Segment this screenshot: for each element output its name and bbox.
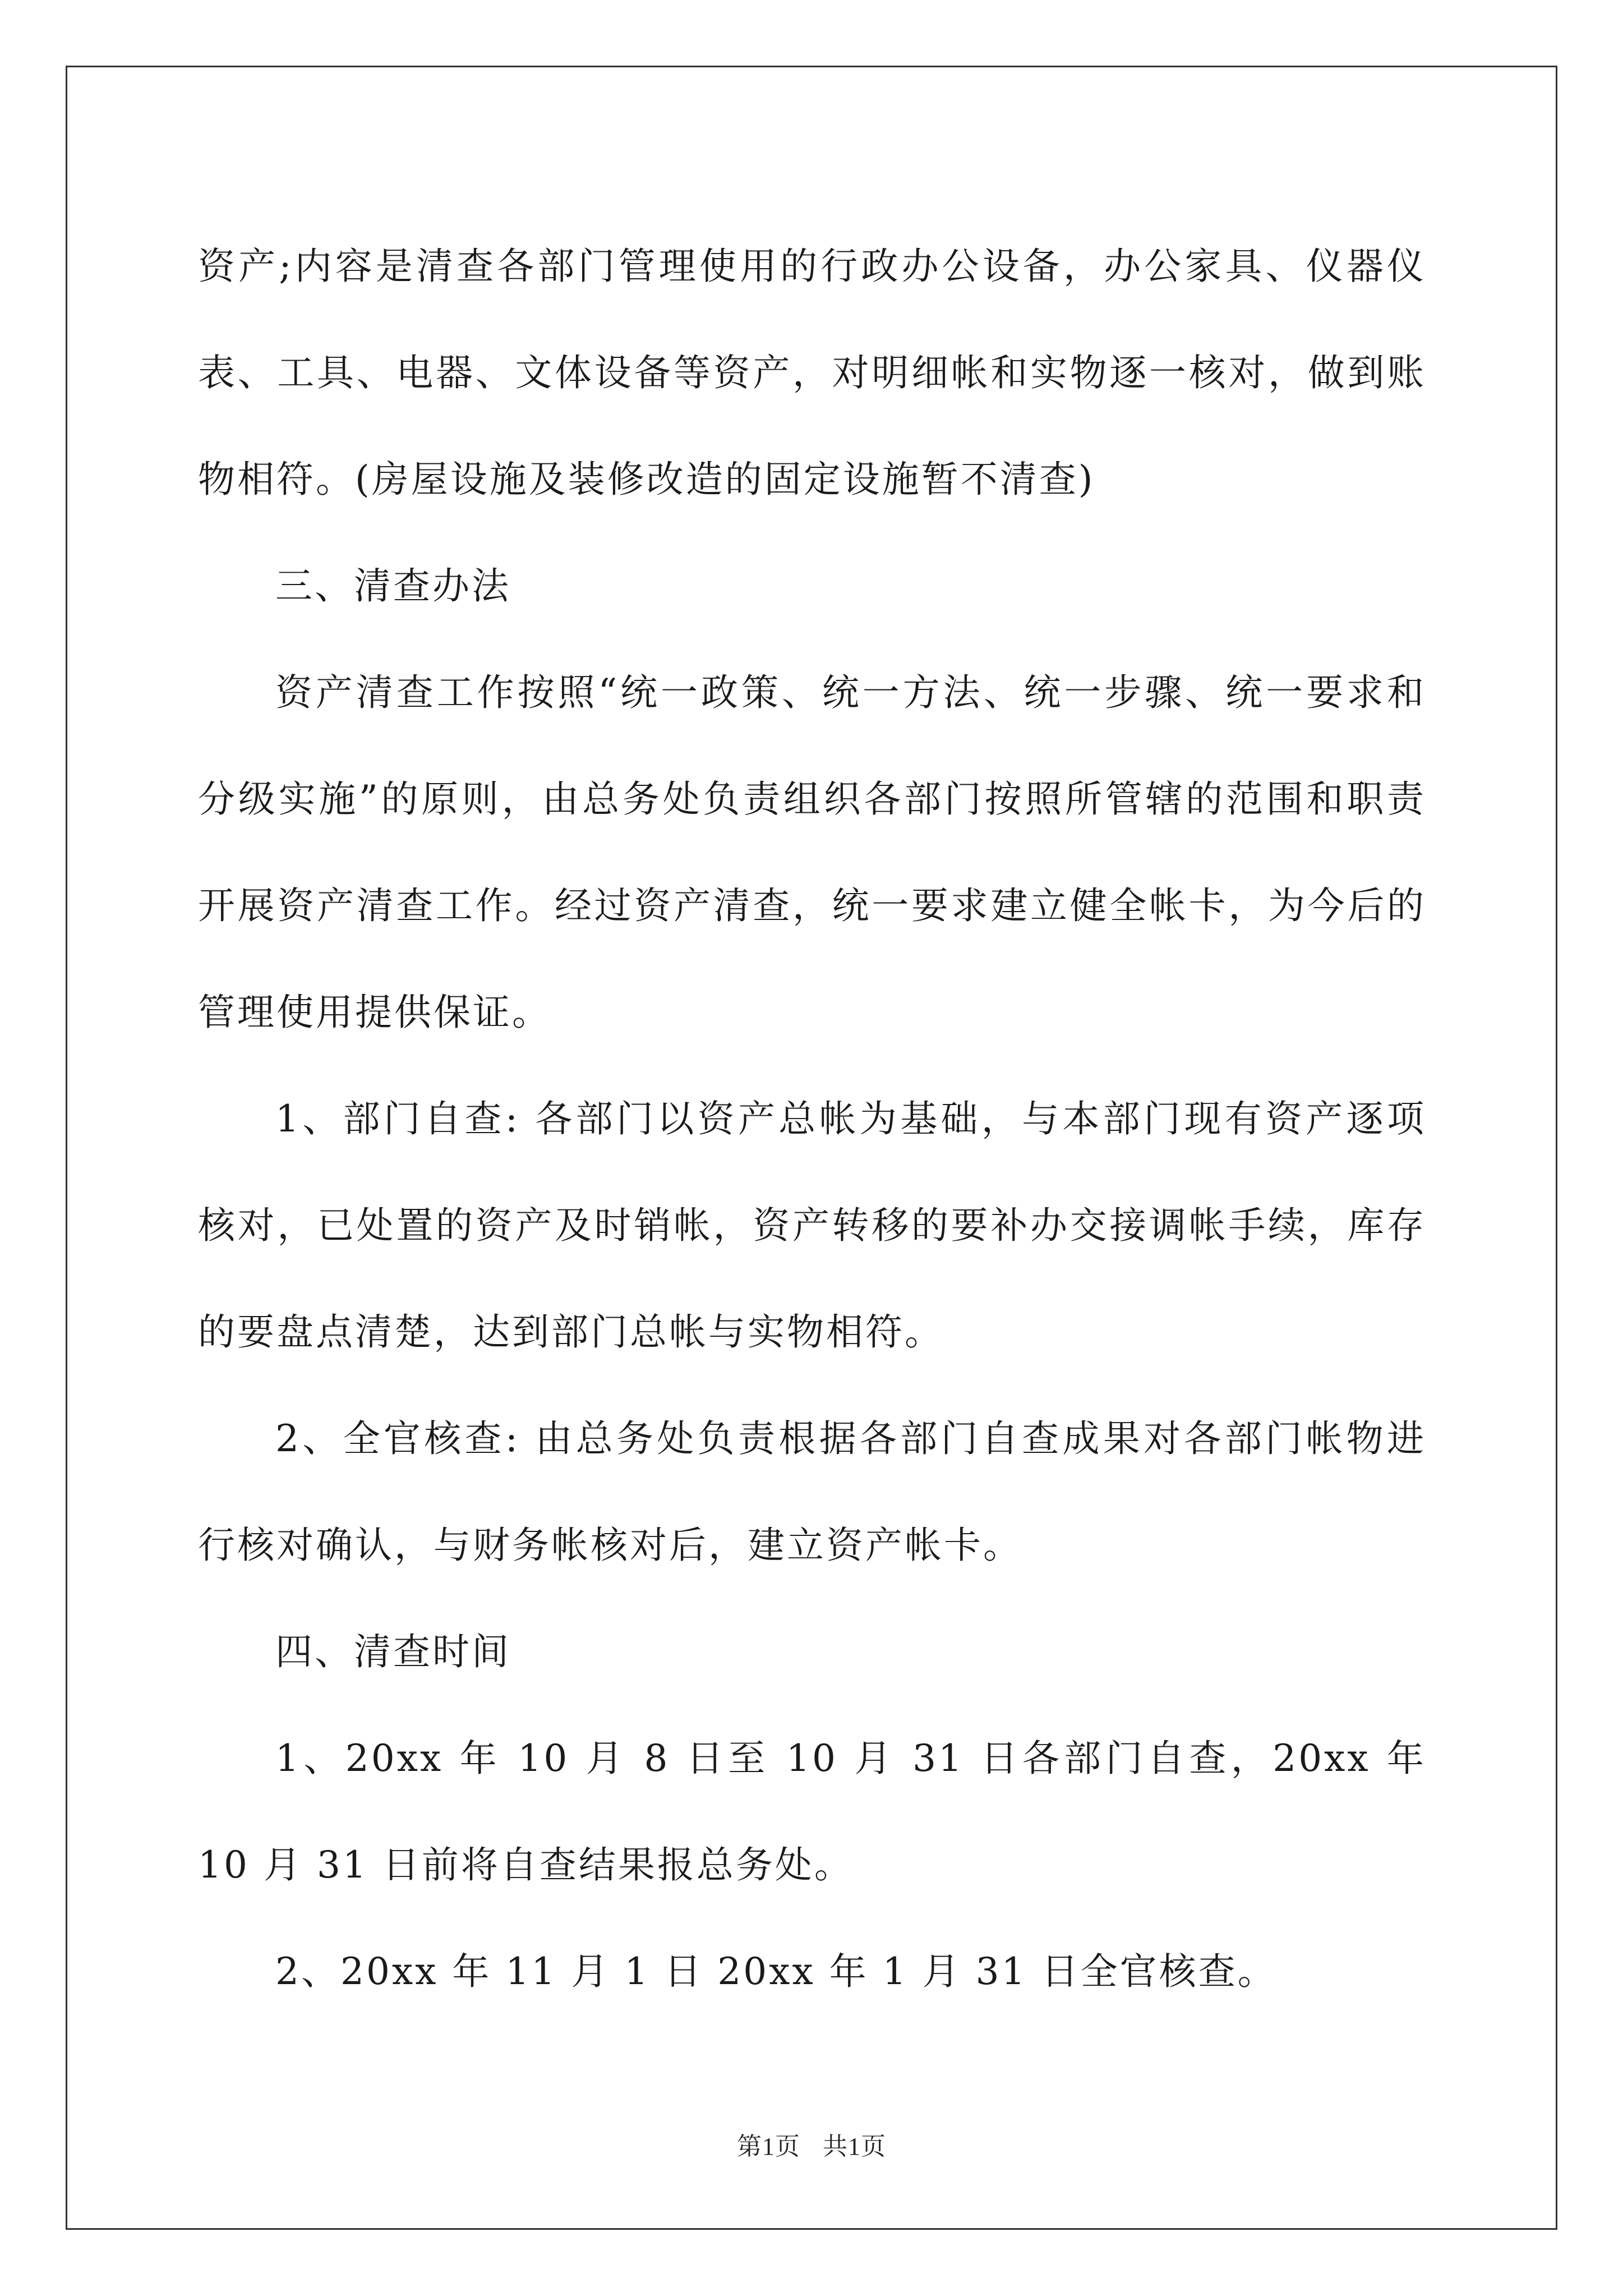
paragraph-4: 1、部门自查: 各部门以资产总帐为基础，与本部门现有资产逐项核对，已处置的资产及时销帐，资产转移的要补办交接调帐手续，库存的要盘点清楚，达到部门总帐与实物相符。 [198, 1097, 1426, 1354]
paragraph-7: 1、20xx 年 10 月 8 日至 10 月 31 日各部门自查，20xx 年 10 月 31 日前将自查结果报总务处。 [198, 1737, 1426, 1887]
document-body [198, 213, 1426, 2025]
paragraph-1: 资产;内容是清查各部门管理使用的行政办公设备，办公家具、仪器仪表、工具、电器、文体设备等资产，对明细帐和实物逐一核对，做到账物相符。(房屋设施及装修改造的固定设施暂不清查) [198, 245, 1426, 501]
paragraph-3: 资产清查工作按照“统一政策、统一方法、统一步骤、统一要求和分级实施”的原则，由总务处负责组织各部门按照所管辖的范围和职责开展资产清查工作。经过资产清查，统一要求建立健全帐卡，为今后的管理使用提供保证。 [198, 671, 1426, 1034]
page-total: 共1页 [823, 2133, 886, 2160]
paragraph-8: 2、20xx 年 11 月 1 日 20xx 年 1 月 31 日全官核查。 [275, 1950, 1277, 1993]
page-number: 第1页 [737, 2133, 800, 2160]
section-heading-3: 三、清查办法 [275, 564, 511, 608]
page-footer [0, 2126, 1623, 2162]
section-heading-4: 四、清查时间 [275, 1630, 511, 1673]
paragraph-5: 2、全官核查: 由总务处负责根据各部门自查成果对各部门帐物进行核对确认，与财务帐核对后，建立资产帐卡。 [198, 1417, 1426, 1567]
